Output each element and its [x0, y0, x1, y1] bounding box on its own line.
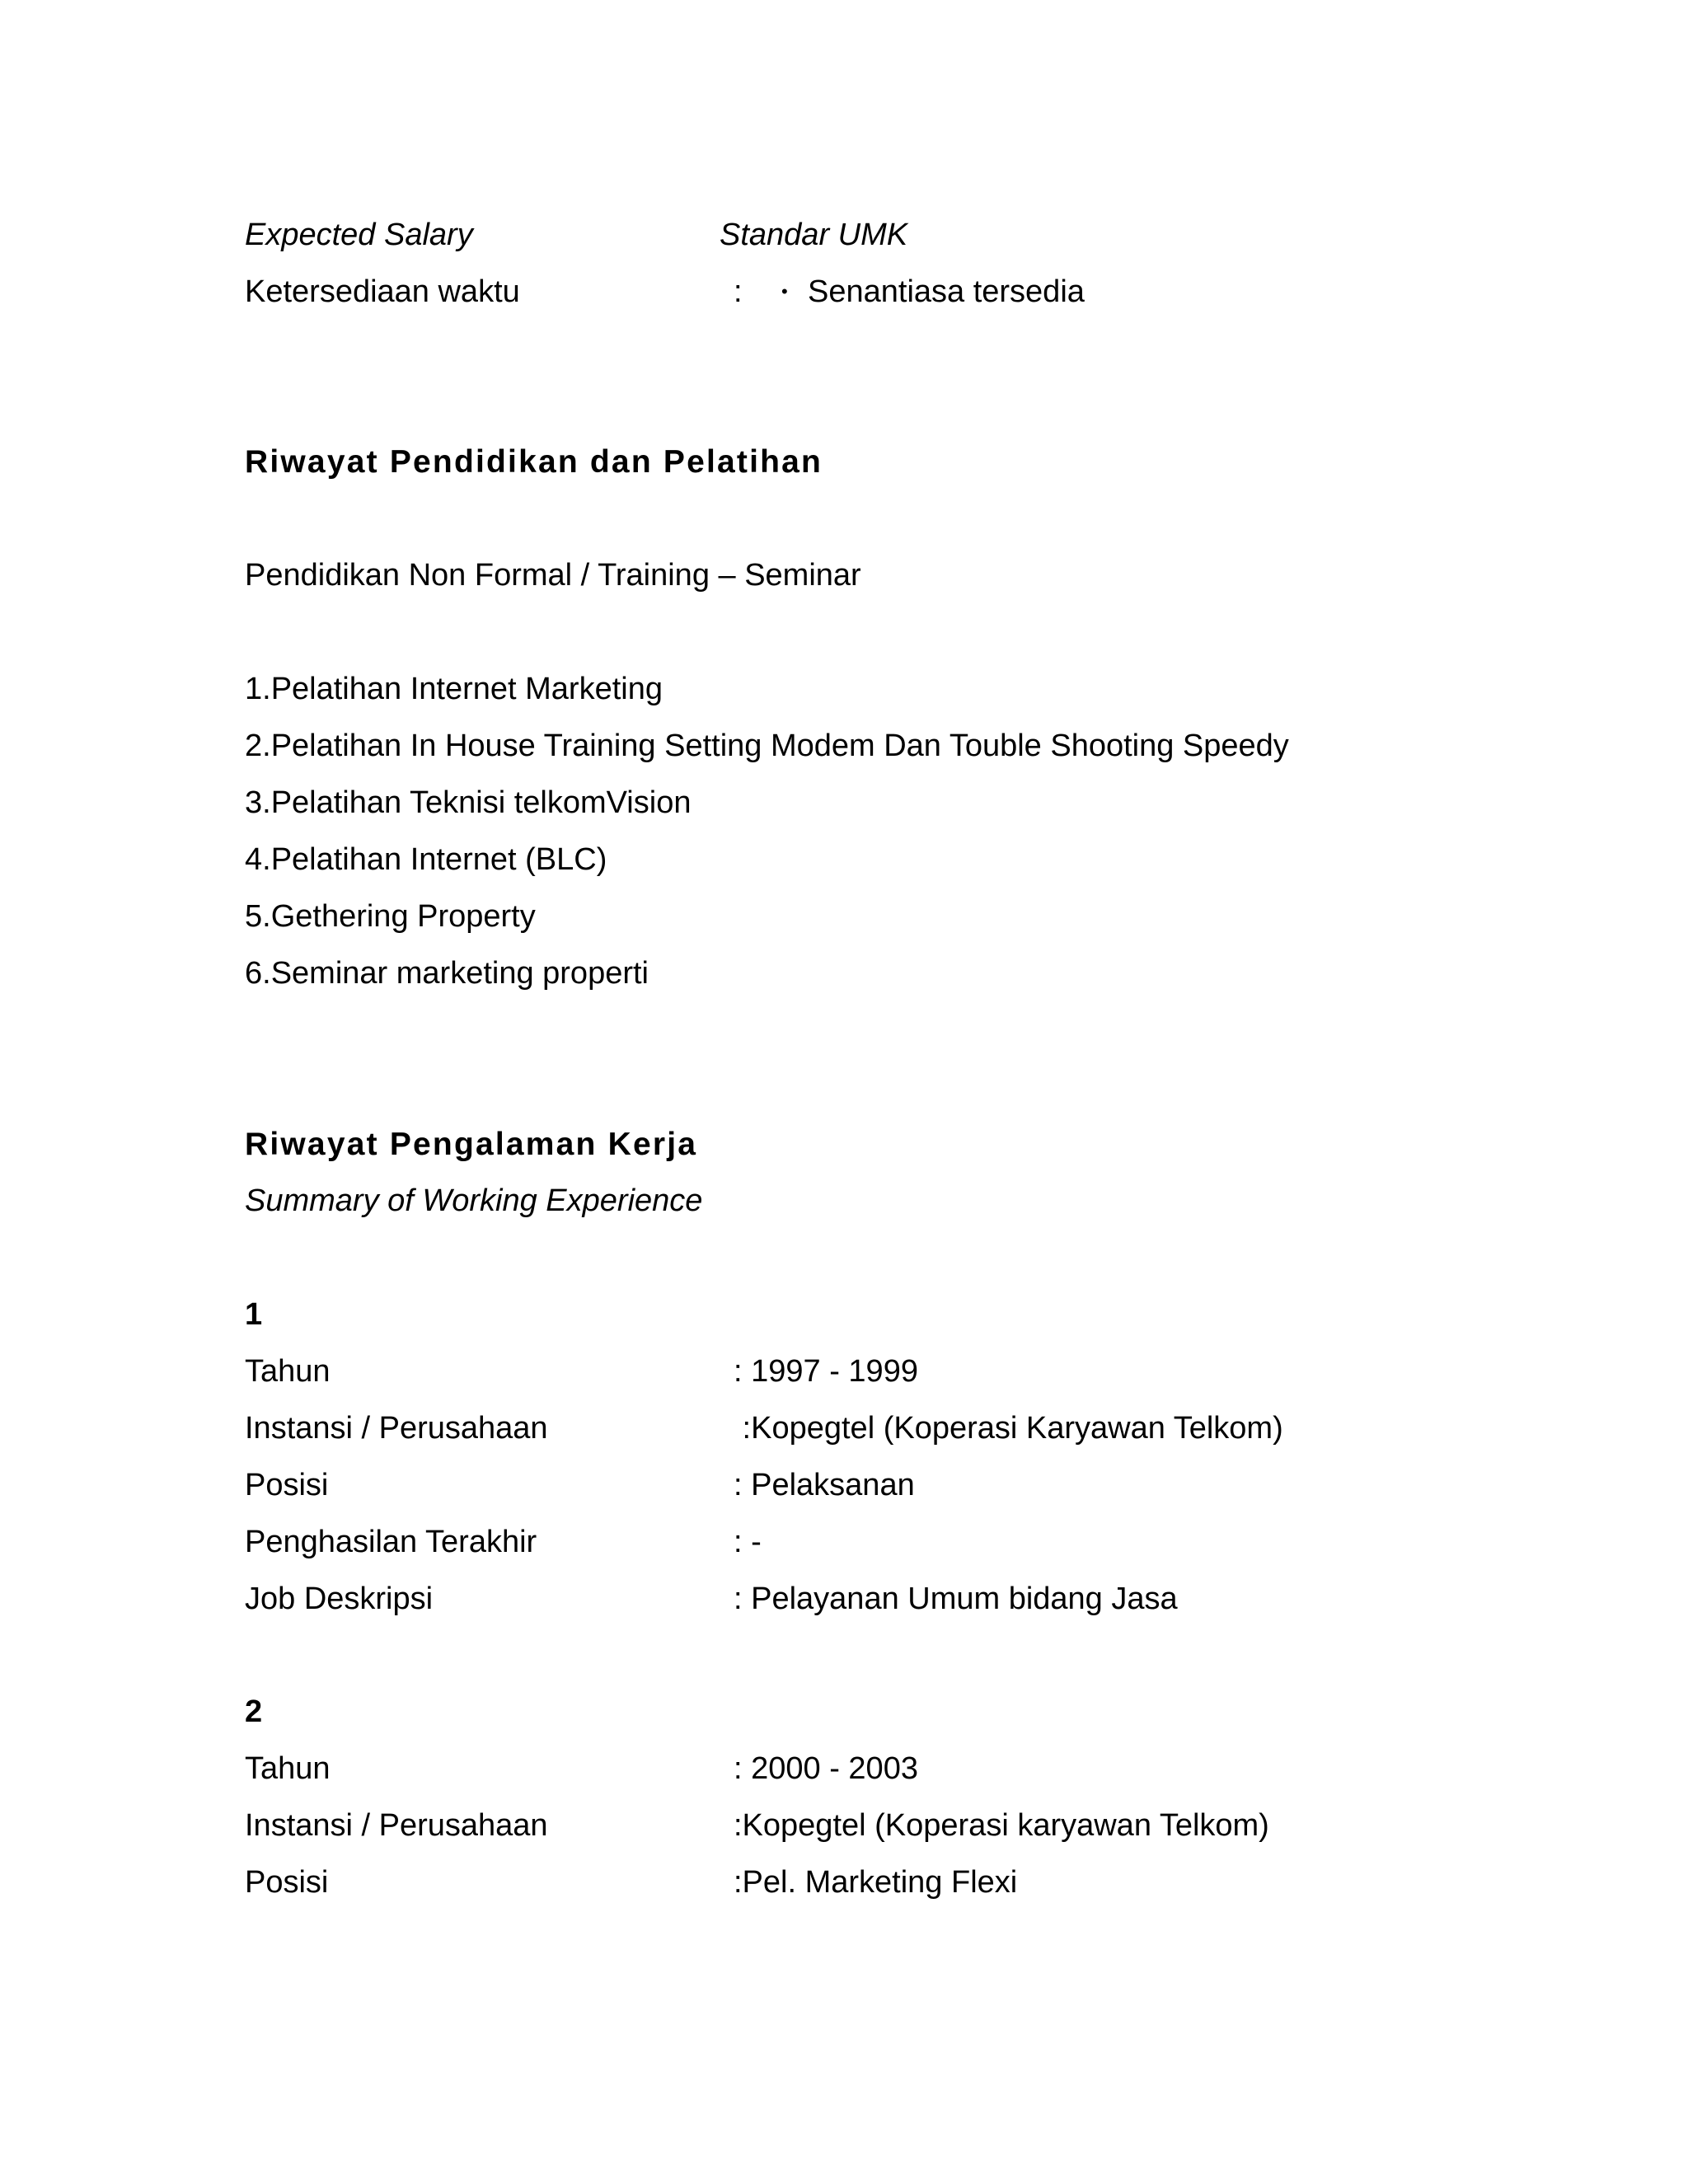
- education-subheading: Pendidikan Non Formal / Training – Seminar: [245, 558, 861, 593]
- work-row-value: : -: [734, 1525, 762, 1559]
- education-item: 4.Pelatihan Internet (BLC): [245, 842, 607, 877]
- work-row-label: Posisi: [245, 1468, 329, 1502]
- work-row-label: Tahun: [245, 1354, 331, 1389]
- work-row-label: Posisi: [245, 1865, 329, 1900]
- availability-colon: :: [734, 274, 743, 309]
- education-heading: Riwayat Pendidikan dan Pelatihan: [245, 444, 823, 480]
- work-row-label: Job Deskripsi: [245, 1582, 434, 1616]
- education-item: 1.Pelatihan Internet Marketing: [245, 672, 663, 706]
- work-row-value: :Kopegtel (Koperasi karyawan Telkom): [734, 1808, 1269, 1843]
- work-subheading: Summary of Working Experience: [245, 1183, 703, 1218]
- education-item: 6.Seminar marketing properti: [245, 956, 649, 991]
- work-entry-number: 2: [245, 1694, 263, 1729]
- work-row-label: Tahun: [245, 1751, 331, 1786]
- work-heading: Riwayat Pengalaman Kerja: [245, 1127, 698, 1162]
- availability-value: Senantiasa tersedia: [808, 274, 1085, 309]
- work-entry-number: 1: [245, 1297, 263, 1332]
- work-row-value: :Kopegtel (Koperasi Karyawan Telkom): [734, 1411, 1283, 1446]
- work-row-label: Penghasilan Terakhir: [245, 1525, 537, 1559]
- work-row-label: Instansi / Perusahaan: [245, 1808, 548, 1843]
- work-row-value: : 2000 - 2003: [734, 1751, 918, 1786]
- expected-salary-label: Expected Salary: [245, 218, 473, 252]
- work-row-value: :Pel. Marketing Flexi: [734, 1865, 1018, 1900]
- education-item: 5.Gethering Property: [245, 899, 536, 934]
- education-item: 2.Pelatihan In House Training Setting Modem Dan Touble Shooting Speedy: [245, 729, 1289, 763]
- availability-bullet-icon: •: [781, 281, 788, 302]
- expected-salary-value: Standar UMK: [720, 218, 908, 252]
- education-item: 3.Pelatihan Teknisi telkomVision: [245, 785, 692, 820]
- work-row-value: : 1997 - 1999: [734, 1354, 918, 1389]
- work-row-value: : Pelaksanan: [734, 1468, 915, 1502]
- work-row-label: Instansi / Perusahaan: [245, 1411, 548, 1446]
- work-row-value: : Pelayanan Umum bidang Jasa: [734, 1582, 1178, 1616]
- availability-label: Ketersediaan waktu: [245, 274, 520, 309]
